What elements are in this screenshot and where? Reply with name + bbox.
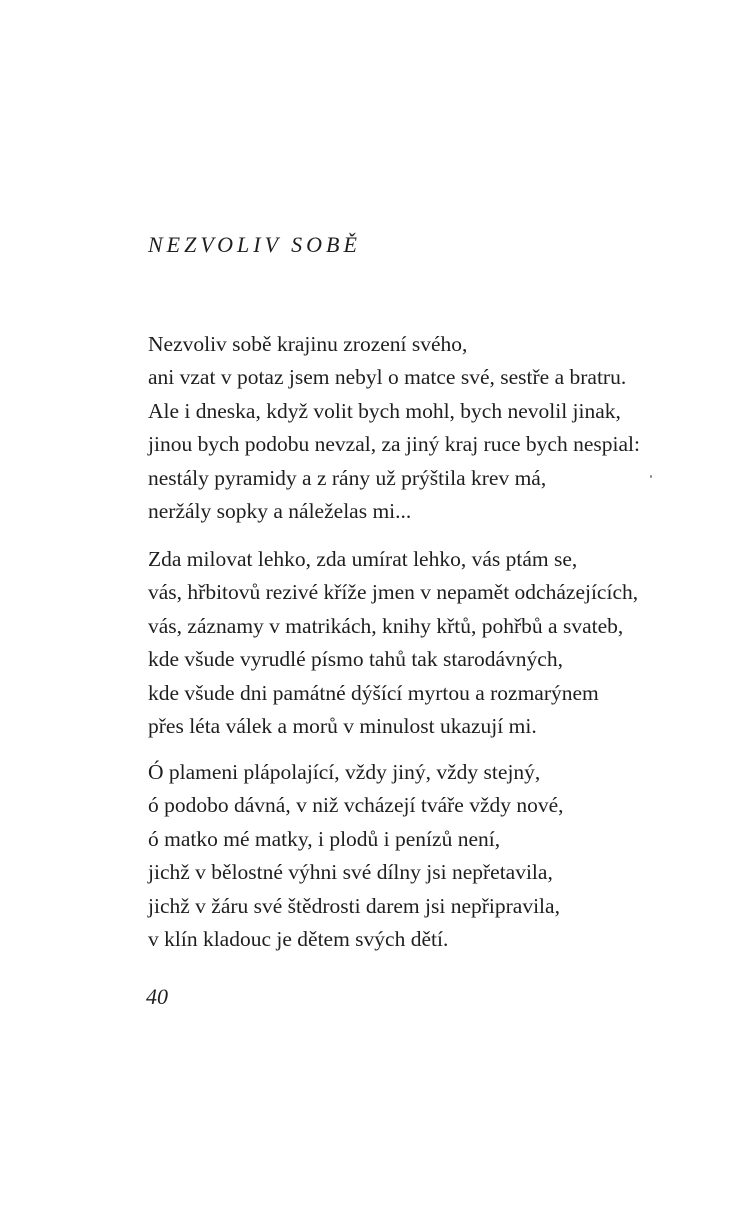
stanza-1 xyxy=(148,328,640,528)
poem-line: ani vzat v potaz jsem nebyl o matce své, sestře a bratru. xyxy=(148,365,627,390)
poem-line: Ó plameni plápolající, vždy jiný, vždy stejný, xyxy=(148,760,541,784)
stanza-3 xyxy=(148,756,564,956)
poem-line: kde všude vyrudlé písmo tahů tak starodávných, xyxy=(148,647,563,672)
poem-line: ó podobo dávná, v niž vcházejí tváře vždy nové, xyxy=(148,793,564,818)
poem-line: přes léta válek a morů v minulost ukazují mi. xyxy=(148,714,537,739)
poem-line: jichž v žáru své štědrosti darem jsi nepřipravila, xyxy=(148,893,560,918)
poem-line: Nezvoliv sobě krajinu zrození svého, xyxy=(148,332,468,356)
poem-line: vás, hřbitovů rezivé kříže jmen v nepamět odcházejících, xyxy=(148,580,639,605)
poem-line: Ale i dneska, když volit bych mohl, bych nevolil jinak, xyxy=(148,398,621,423)
page-number: 40 xyxy=(146,984,168,1009)
poem-line: v klín kladouc je dětem svých dětí. xyxy=(148,927,449,952)
poem-line: Zda milovat lehko, zda umírat lehko, vás ptám se, xyxy=(148,547,578,571)
poem-line: kde všude dni památné dýšící myrtou a rozmarýnem xyxy=(148,680,599,705)
poem-line: neržály sopky a náleželas mi... xyxy=(148,499,412,524)
print-speck xyxy=(650,475,652,478)
stanza-2 xyxy=(148,543,638,743)
poem-title: NEZVOLIV SOBĚ xyxy=(148,232,361,257)
poem-line: nestály pyramidy a z rány už prýštila krev má, xyxy=(148,465,547,490)
poem-line: ó matko mé matky, i plodů i penízů není, xyxy=(148,826,501,851)
poem-line: jichž v bělostné výhni své dílny jsi nepřetavila, xyxy=(148,860,553,885)
poem-line: jinou bych podobu nevzal, za jiný kraj ruce bych nespial: xyxy=(148,432,640,457)
poem-line: vás, záznamy v matrikách, knihy křtů, pohřbů a svateb, xyxy=(148,613,624,638)
